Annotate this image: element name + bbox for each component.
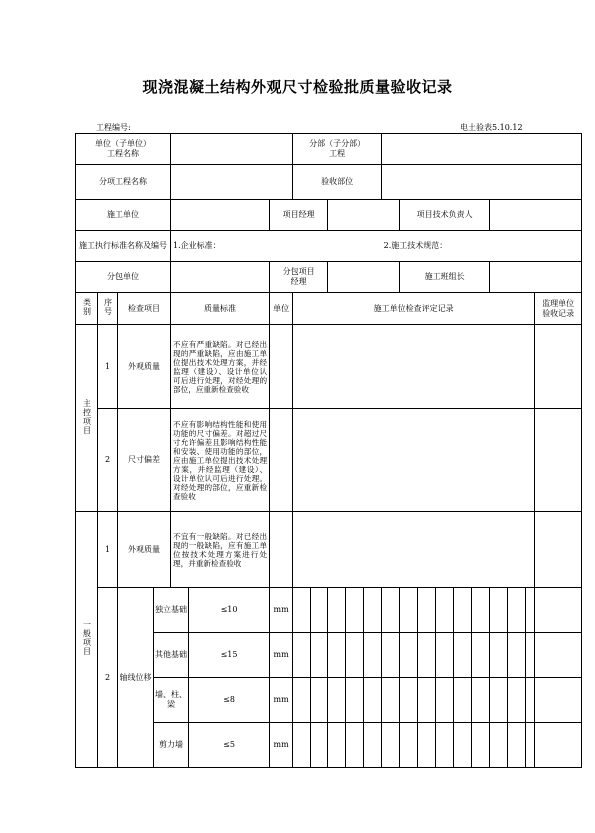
measure-cell[interactable] bbox=[418, 633, 436, 678]
sub-item-standard: ≤8 bbox=[189, 678, 270, 723]
measure-cell[interactable] bbox=[418, 588, 436, 633]
col-standard: 质量标准 bbox=[171, 293, 270, 325]
measure-cell[interactable] bbox=[490, 633, 508, 678]
table-row-seq: 1 bbox=[98, 325, 118, 409]
measure-cell[interactable] bbox=[454, 588, 472, 633]
measure-cell[interactable] bbox=[526, 633, 535, 678]
measure-cell[interactable] bbox=[364, 678, 382, 723]
construction-unit-label: 施工单位 bbox=[76, 200, 171, 231]
col-category: 类别 bbox=[76, 293, 98, 325]
team-leader-label: 施工班组长 bbox=[400, 262, 490, 293]
measure-cell[interactable] bbox=[454, 633, 472, 678]
sub-item-unit: mm bbox=[270, 633, 293, 678]
sub-item-name: 剪力墙 bbox=[154, 723, 189, 768]
measure-cell[interactable] bbox=[311, 633, 328, 678]
project-manager-label: 项目经理 bbox=[270, 200, 328, 231]
measure-cell[interactable] bbox=[400, 633, 418, 678]
measure-cell[interactable] bbox=[328, 678, 346, 723]
measure-cell[interactable] bbox=[472, 723, 490, 768]
measure-cell[interactable] bbox=[382, 723, 400, 768]
measure-cell[interactable] bbox=[311, 588, 328, 633]
col-unit: 单位 bbox=[270, 293, 293, 325]
sub-item-unit: mm bbox=[270, 723, 293, 768]
measure-cell[interactable] bbox=[400, 723, 418, 768]
measure-cell[interactable] bbox=[346, 633, 364, 678]
measure-cell[interactable] bbox=[328, 588, 346, 633]
acceptance-part-label: 验收部位 bbox=[293, 165, 382, 200]
form-number: 电土验表5.10.12 bbox=[460, 123, 523, 132]
tech-leader-label: 项目技术负责人 bbox=[400, 200, 490, 231]
unit-project-name-value[interactable] bbox=[171, 134, 293, 165]
table-row-seq: 2 bbox=[98, 409, 118, 512]
measure-cell[interactable] bbox=[311, 678, 328, 723]
table-row-unit bbox=[270, 409, 293, 512]
measure-cell[interactable] bbox=[436, 678, 454, 723]
table-row-supervision[interactable] bbox=[535, 588, 582, 633]
measure-cell[interactable] bbox=[400, 678, 418, 723]
table-row-unit bbox=[270, 325, 293, 409]
sub-unit-value[interactable] bbox=[171, 262, 270, 293]
measure-cell[interactable] bbox=[364, 588, 382, 633]
table-row-standard: 不应有严重缺陷。对已经出现的严重缺陷，应由施工单位提出技术处理方案，并经监理（建设）、设计单位认可后进行处理，对经处理的部位，应重新检查验收 bbox=[171, 325, 270, 409]
table-row-supervision[interactable] bbox=[535, 633, 582, 678]
measure-cell[interactable] bbox=[472, 588, 490, 633]
table-row-supervision[interactable] bbox=[535, 409, 582, 512]
measure-cell[interactable] bbox=[454, 723, 472, 768]
measure-cell[interactable] bbox=[436, 588, 454, 633]
enterprise-standard[interactable]: 1.企业标准： bbox=[171, 231, 382, 262]
table-row-supervision[interactable] bbox=[535, 723, 582, 768]
tech-leader-value[interactable] bbox=[490, 200, 582, 231]
measure-cell[interactable] bbox=[382, 633, 400, 678]
sub-manager-label: 分包项目 经理 bbox=[270, 262, 328, 293]
measure-cell[interactable] bbox=[328, 633, 346, 678]
measure-cell[interactable] bbox=[346, 678, 364, 723]
measure-cell[interactable] bbox=[454, 678, 472, 723]
table-row-evaluation[interactable] bbox=[293, 409, 535, 512]
acceptance-part-value[interactable] bbox=[382, 165, 582, 200]
inspection-table bbox=[75, 133, 582, 768]
col-item: 检查项目 bbox=[118, 293, 171, 325]
measure-cell[interactable] bbox=[293, 678, 311, 723]
standard-label: 施工执行标准名称及编号 bbox=[76, 231, 171, 262]
measure-cell[interactable] bbox=[418, 723, 436, 768]
table-row-evaluation[interactable] bbox=[293, 512, 535, 588]
general-category: 一般项目 bbox=[76, 512, 98, 768]
sub-item-name: 墙、柱、梁 bbox=[154, 678, 189, 723]
measure-cell[interactable] bbox=[508, 588, 526, 633]
measure-cell[interactable] bbox=[364, 633, 382, 678]
measure-cell[interactable] bbox=[328, 723, 346, 768]
sub-item-standard: ≤15 bbox=[189, 633, 270, 678]
table-row-supervision[interactable] bbox=[535, 325, 582, 409]
table-row-supervision[interactable] bbox=[535, 678, 582, 723]
measure-cell[interactable] bbox=[526, 723, 535, 768]
col-evaluation: 施工单位检查评定记录 bbox=[293, 293, 535, 325]
sub-item-standard: ≤5 bbox=[189, 723, 270, 768]
sub-unit-label: 分包单位 bbox=[76, 262, 171, 293]
col-supervision: 监理单位 验收记录 bbox=[535, 293, 582, 325]
axis-offset-label: 轴线位移 bbox=[118, 588, 154, 768]
measure-cell[interactable] bbox=[508, 723, 526, 768]
measure-cell[interactable] bbox=[364, 723, 382, 768]
subsection-value[interactable] bbox=[382, 134, 582, 165]
sub-item-unit: mm bbox=[270, 678, 293, 723]
measure-cell[interactable] bbox=[490, 678, 508, 723]
main-control-category: 主控项目 bbox=[76, 325, 98, 512]
technical-spec[interactable]: 2.施工技术规范： bbox=[382, 231, 582, 262]
measure-cell[interactable] bbox=[472, 678, 490, 723]
col-seq: 序号 bbox=[98, 293, 118, 325]
measure-cell[interactable] bbox=[508, 678, 526, 723]
measure-cell[interactable] bbox=[293, 633, 311, 678]
measure-cell[interactable] bbox=[436, 723, 454, 768]
measure-cell[interactable] bbox=[490, 588, 508, 633]
construction-unit-value[interactable] bbox=[171, 200, 270, 231]
sub-item-unit: mm bbox=[270, 588, 293, 633]
table-row-standard: 不宜有一般缺陷。对已经出现的一般缺陷，应有施工单位按技术处理方案进行处理，并重新检查验收 bbox=[171, 512, 270, 588]
subsection-label: 分部（子分部） 工程 bbox=[293, 134, 382, 165]
measure-cell[interactable] bbox=[382, 588, 400, 633]
table-row-item: 外观质量 bbox=[118, 325, 171, 409]
measure-cell[interactable] bbox=[436, 633, 454, 678]
item-project-value[interactable] bbox=[171, 165, 293, 200]
measure-cell[interactable] bbox=[526, 588, 535, 633]
table-row-standard: 不应有影响结构性能和使用功能的尺寸偏差。对超过尺寸允许偏差且影响结构性能和安装、使用功能的部位，应由施工单位提出技术处理方案，并经监理（建设）、设计单位认可后进行处理。对经处理的部位，应重新检查验收 bbox=[171, 409, 270, 512]
measure-cell[interactable] bbox=[293, 588, 311, 633]
measure-cell[interactable] bbox=[311, 723, 328, 768]
unit-project-name-label: 单位（子单位） 工程名称 bbox=[76, 134, 171, 165]
table-row-item: 尺寸偏差 bbox=[118, 409, 171, 512]
measure-cell[interactable] bbox=[508, 633, 526, 678]
table-row-evaluation[interactable] bbox=[293, 325, 535, 409]
sub-item-name: 独立基础 bbox=[154, 588, 189, 633]
project-manager-value[interactable] bbox=[328, 200, 400, 231]
measure-cell[interactable] bbox=[293, 723, 311, 768]
measure-cell[interactable] bbox=[400, 588, 418, 633]
sub-item-standard: ≤10 bbox=[189, 588, 270, 633]
measure-cell[interactable] bbox=[526, 678, 535, 723]
table-row-item: 外观质量 bbox=[118, 512, 171, 588]
sub-item-name: 其他基础 bbox=[154, 633, 189, 678]
measure-cell[interactable] bbox=[382, 678, 400, 723]
item-project-label: 分项工程名称 bbox=[76, 165, 171, 200]
measure-cell[interactable] bbox=[346, 723, 364, 768]
sub-manager-value[interactable] bbox=[328, 262, 400, 293]
measure-cell[interactable] bbox=[346, 588, 364, 633]
table-row-seq: 2 bbox=[98, 588, 118, 768]
form-title: 现浇混凝土结构外观尺寸检验批质量验收记录 bbox=[142, 78, 453, 96]
team-leader-value[interactable] bbox=[490, 262, 582, 293]
measure-cell[interactable] bbox=[472, 633, 490, 678]
project-number-label: 工程编号: bbox=[96, 123, 131, 132]
measure-cell[interactable] bbox=[418, 678, 436, 723]
measure-cell[interactable] bbox=[490, 723, 508, 768]
table-row-supervision[interactable] bbox=[535, 512, 582, 588]
table-row-unit bbox=[270, 512, 293, 588]
table-row-seq: 1 bbox=[98, 512, 118, 588]
